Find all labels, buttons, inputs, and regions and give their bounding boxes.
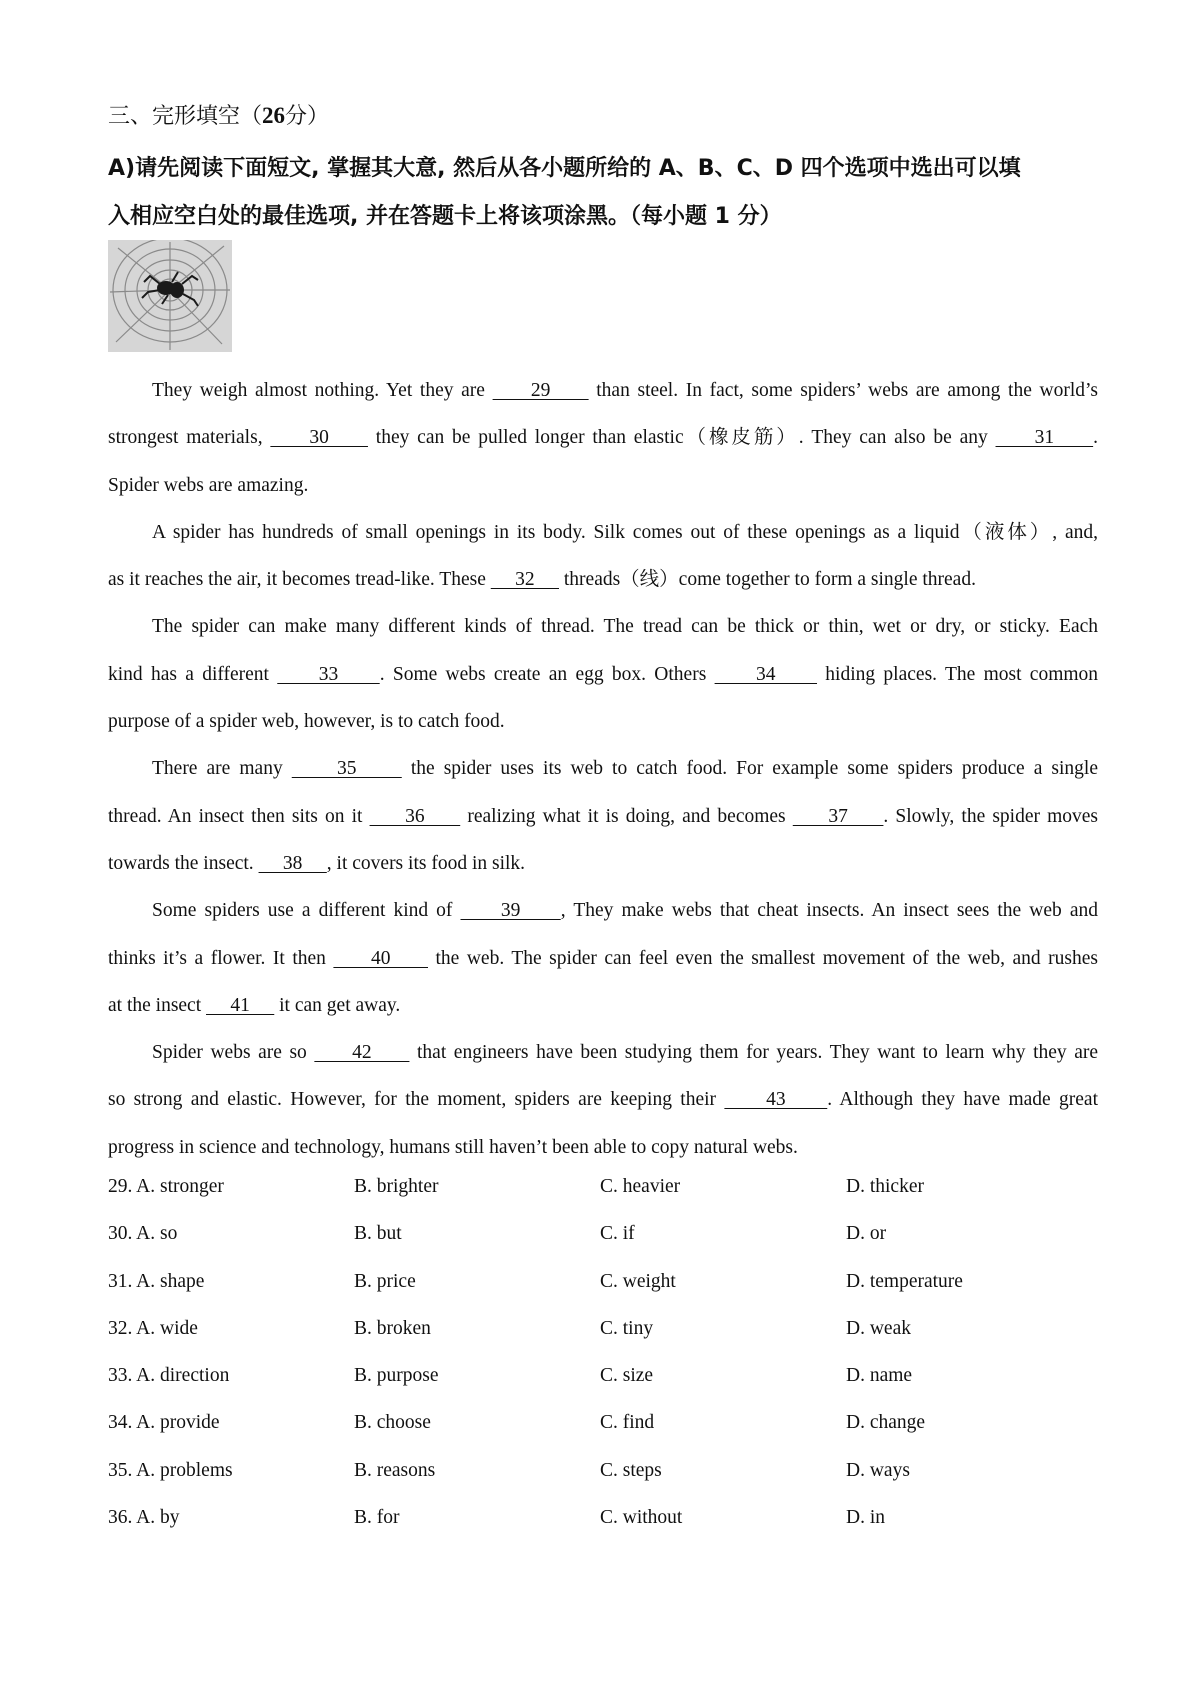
passage-line: thinks it’s a flower. It then 40 the web. The spider can feel even the smallest movement of the web, and rushes: [108, 947, 1098, 969]
option-b: B. broken: [354, 1317, 431, 1339]
section-title-suffix: 分）: [285, 104, 330, 129]
option-a: 30. A. so: [108, 1223, 178, 1245]
blank-38: 38: [258, 852, 327, 874]
passage-line: towards the insect. 38 , it covers its food in silk.: [108, 852, 526, 874]
question-row: [108, 1399, 1108, 1446]
answer-options: [108, 1163, 1108, 1541]
blank-32: 32: [490, 569, 559, 591]
option-b: B. choose: [354, 1412, 431, 1434]
option-d: D. or: [846, 1223, 887, 1245]
paragraph-2: [108, 509, 1098, 604]
blank-35: 35: [291, 758, 402, 780]
option-c: C. weight: [600, 1270, 676, 1292]
blank-43: 43: [724, 1089, 828, 1111]
passage-line: There are many 35 the spider uses its web to catch food. For example some spiders produce a single: [152, 758, 1098, 780]
question-row: [108, 1447, 1108, 1494]
instruction-line-2: 入相应空白处的最佳选项, 并在答题卡上将该项涂黑。（每小题 1 分）: [108, 204, 782, 229]
passage-line: at the insect 41 it can get away.: [108, 994, 401, 1016]
option-b: B. but: [354, 1223, 402, 1245]
option-d: D. name: [846, 1365, 913, 1387]
option-c: C. tiny: [600, 1317, 654, 1339]
option-d: D. temperature: [846, 1270, 963, 1292]
option-c: C. steps: [600, 1459, 662, 1481]
option-b: B. for: [354, 1507, 400, 1529]
instructions: [108, 145, 1098, 241]
option-b: B. purpose: [354, 1365, 439, 1387]
passage-line: strongest materials, 30 they can be pulled longer than elastic（橡皮筋）. They can also be any 31 .: [108, 427, 1098, 449]
spider-web-image: [108, 240, 232, 352]
blank-37: 37: [792, 805, 884, 827]
question-row: [108, 1163, 1108, 1210]
blank-33: 33: [277, 663, 380, 685]
option-b: B. reasons: [354, 1459, 436, 1481]
option-d: D. thicker: [846, 1176, 924, 1197]
paragraph-4: [108, 745, 1098, 887]
option-a: 31. A. shape: [108, 1270, 205, 1292]
question-row: [108, 1258, 1108, 1305]
passage-line: so strong and elastic. However, for the moment, spiders are keeping their 43 . Although they have made great: [108, 1089, 1098, 1111]
option-c: C. find: [600, 1412, 655, 1434]
option-b: B. brighter: [354, 1176, 439, 1197]
option-a: 34. A. provide: [108, 1412, 220, 1434]
option-a: 32. A. wide: [108, 1317, 198, 1339]
question-row: [108, 1494, 1108, 1541]
section-title-prefix: 三、完形填空（: [108, 104, 263, 129]
passage-line: Some spiders use a different kind of 39 , They make webs that cheat insects. An insect sees the web and: [152, 900, 1098, 922]
passage-line: thread. An insect then sits on it 36 realizing what it is doing, and becomes 37 . Slowly, the spider moves: [108, 805, 1099, 827]
blank-29: 29: [492, 380, 589, 401]
passage-line: kind has a different 33 . Some webs create an egg box. Others 34 hiding places. The most common: [108, 663, 1099, 685]
option-a: 29. A. stronger: [108, 1176, 224, 1197]
option-d: D. change: [846, 1412, 926, 1434]
option-c: C. size: [600, 1365, 654, 1387]
passage-line: as it reaches the air, it becomes tread-like. These 32 threads（线）come together to form a single thread.: [108, 569, 976, 591]
blank-41: 41: [206, 994, 275, 1016]
question-row: [108, 1305, 1108, 1352]
question-row: [108, 1210, 1108, 1257]
cloze-passage: [108, 367, 1098, 1171]
paragraph-1: [108, 367, 1098, 509]
paragraph-6: [108, 1029, 1098, 1171]
blank-30: 30: [270, 427, 368, 449]
passage-line: The spider can make many different kinds of thread. The tread can be thick or thin, wet or dry, or sticky. Each: [152, 616, 1098, 638]
passage-line: Spider webs are so 42 that engineers have been studying them for years. They want to learn why they are: [152, 1042, 1098, 1064]
option-c: C. if: [600, 1223, 635, 1245]
blank-40: 40: [333, 947, 428, 969]
instruction-line-1: A)请先阅读下面短文, 掌握其大意, 然后从各小题所给的 A、B、C、D 四个选项中选出可以填: [108, 156, 1021, 181]
passage-line: A spider has hundreds of small openings in its body. Silk comes out of these openings as a liquid（液体）, and,: [152, 521, 1098, 543]
option-c: C. without: [600, 1507, 683, 1529]
passage-line: Spider webs are amazing.: [108, 474, 309, 496]
blank-34: 34: [714, 663, 818, 685]
blank-39: 39: [460, 900, 561, 922]
option-d: D. in: [846, 1507, 885, 1529]
question-row: [108, 1352, 1108, 1399]
option-a: 35. A. problems: [108, 1459, 233, 1481]
passage-line: purpose of a spider web, however, is to catch food.: [108, 711, 505, 733]
section-score: 26: [262, 103, 286, 128]
blank-31: 31: [995, 427, 1094, 449]
passage-line: They weigh almost nothing. Yet they are 29 than steel. In fact, some spiders’ webs are among the world’s: [152, 380, 1099, 401]
option-c: C. heavier: [600, 1176, 681, 1197]
blank-36: 36: [369, 805, 461, 827]
option-a: 36. A. by: [108, 1507, 180, 1529]
spider-web-icon: [108, 240, 232, 352]
passage-line: progress in science and technology, humans still haven’t been able to copy natural webs.: [108, 1136, 798, 1158]
option-d: D. ways: [846, 1459, 910, 1481]
option-a: 33. A. direction: [108, 1365, 230, 1387]
option-b: B. price: [354, 1270, 416, 1292]
paragraph-3: [108, 603, 1098, 745]
paragraph-5: [108, 887, 1098, 1029]
option-d: D. weak: [846, 1317, 911, 1339]
section-title: [108, 101, 329, 132]
blank-42: 42: [314, 1042, 410, 1064]
